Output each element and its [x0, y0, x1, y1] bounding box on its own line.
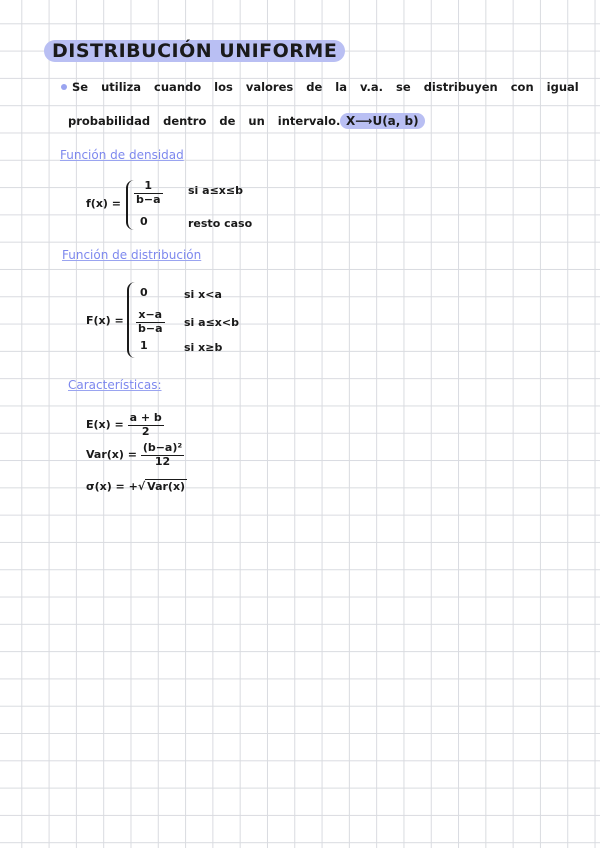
- variance-numerator: (b−a)²: [142, 441, 183, 454]
- distribution-fraction-denominator: b−a: [138, 321, 163, 335]
- density-fraction: [134, 180, 163, 206]
- density-lhs: f(x) =: [86, 197, 121, 210]
- mean-numerator: a + b: [129, 411, 162, 424]
- characteristics-heading: Características:: [68, 378, 162, 392]
- distribution-case-2-value: [136, 309, 165, 335]
- distribution-notation: [340, 114, 425, 128]
- sd-formula: [86, 480, 187, 493]
- variance-denominator: 12: [154, 454, 171, 468]
- distribution-case-1-condition: si x<a: [184, 288, 222, 301]
- density-fraction-numerator: 1: [134, 180, 163, 194]
- page-title: DISTRIBUCIÓN UNIFORME: [44, 40, 345, 62]
- sqrt-sign-icon: √: [137, 480, 146, 493]
- density-fraction-denominator: b−a: [136, 192, 161, 206]
- variance-fraction: [141, 442, 184, 468]
- density-heading: Función de densidad: [60, 148, 184, 162]
- bullet-dot: [61, 84, 67, 90]
- density-case-1-value: [134, 180, 163, 206]
- distribution-lhs: F(x) =: [86, 314, 124, 327]
- distribution-case-1-value: 0: [140, 286, 148, 299]
- mean-fraction: [128, 412, 164, 438]
- sd-lhs: σ(x) = +: [86, 480, 138, 493]
- distribution-case-2-condition: si a≤x<b: [184, 316, 239, 329]
- density-case-2-value: 0: [140, 215, 148, 228]
- variance-lhs: Var(x) =: [86, 448, 137, 462]
- distribution-fraction-numerator: x−a: [136, 309, 165, 323]
- mean-denominator: 2: [141, 424, 150, 438]
- notation-highlight: X⟶U(a, b): [340, 113, 425, 129]
- mean-lhs: E(x) =: [86, 418, 124, 432]
- distribution-case-3-value: 1: [140, 339, 148, 352]
- density-case-1-condition: si a≤x≤b: [188, 184, 243, 197]
- distribution-heading: Función de distribución: [62, 248, 202, 262]
- sd-radicand: Var(x): [147, 480, 186, 493]
- mean-formula: [86, 412, 164, 438]
- density-case-2-condition: resto caso: [188, 217, 253, 230]
- distribution-case-3-condition: si x≥b: [184, 341, 223, 354]
- intro-line-1: Se utiliza cuando los valores de la v.a. se distribuyen con igual: [72, 80, 579, 94]
- intro-line-2: probabilidad dentro de un intervalo.: [68, 114, 341, 128]
- distribution-fraction: [136, 309, 165, 335]
- variance-formula: [86, 442, 184, 468]
